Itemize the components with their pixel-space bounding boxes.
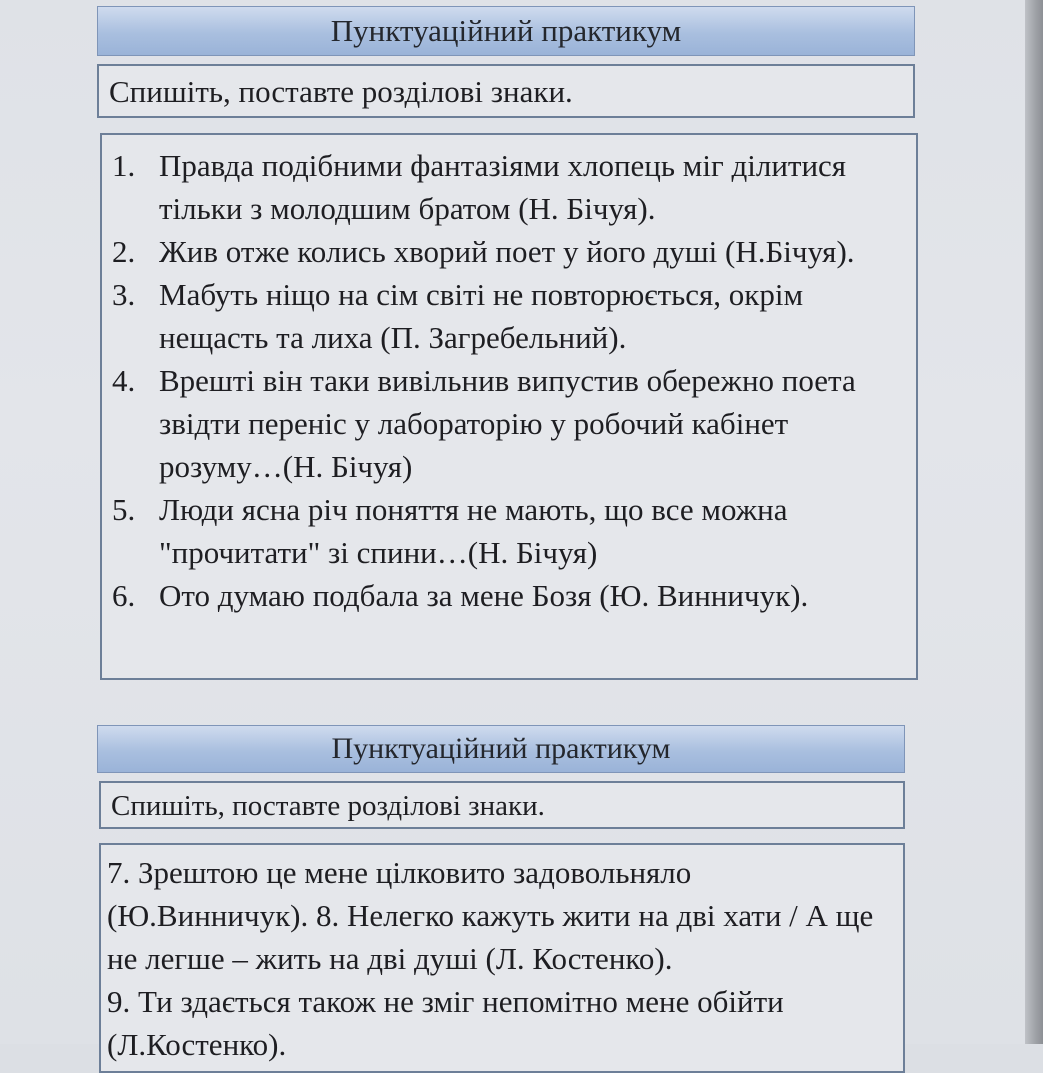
item-number: 2. — [112, 234, 136, 269]
list-item — [102, 359, 916, 488]
list-item — [102, 230, 916, 273]
exercise-paragraph-continued: 9. Ти здається також не зміг непомітно мене обійти (Л.Костенко). — [107, 984, 784, 1062]
section-2-title: Пунктуаційний практикум — [97, 725, 905, 773]
exercise-list — [102, 144, 916, 617]
item-number: 6. — [112, 578, 136, 613]
item-number: 1. — [112, 148, 136, 183]
section-2-instruction: Спишіть, поставте розділові знаки. — [111, 790, 545, 822]
item-number: 3. — [112, 277, 136, 312]
item-number: 4. — [112, 363, 136, 398]
item-text: Мабуть ніщо на сім світі не повторюється, окрім нещасть та лиха (П. Загребельний). — [159, 277, 804, 355]
exercise-paragraph: 7. Зрештою це мене цілковито задовольняло (Ю.Винничук). 8. Нелегко кажуть жити на дві хати / А ще не легше – жить на дві душі (Л. Костенко). — [107, 855, 874, 976]
section-1-instruction: Спишіть, поставте розділові знаки. — [109, 74, 573, 109]
list-item — [102, 488, 916, 574]
item-text: Люди ясна річ поняття не мають, що все можна "прочитати" зі спини…(Н. Бічуя) — [159, 492, 788, 570]
screen-bezel — [1025, 0, 1043, 1044]
section-2-instruction-box — [99, 781, 905, 829]
section-1-exercise-box — [100, 133, 918, 680]
item-number: 5. — [112, 492, 136, 527]
list-item — [102, 574, 916, 617]
item-text: Ото думаю подбала за мене Бозя (Ю. Винничук). — [159, 578, 809, 613]
item-text: Врешті він таки вивільнив випустив обережно поета звідти переніс у лабораторію у робочий кабінет розуму…(Н. Бічуя) — [159, 363, 856, 484]
list-item — [102, 273, 916, 359]
section-1-title: Пунктуаційний практикум — [97, 6, 915, 56]
section-2-exercise-box — [99, 843, 905, 1073]
section-1-instruction-box — [97, 64, 915, 118]
item-text: Правда подібними фантазіями хлопець міг ділитися тільки з молодшим братом (Н. Бічуя). — [159, 148, 847, 226]
item-text: Жив отже колись хворий поет у його душі (Н.Бічуя). — [159, 234, 855, 269]
list-item — [102, 144, 916, 230]
